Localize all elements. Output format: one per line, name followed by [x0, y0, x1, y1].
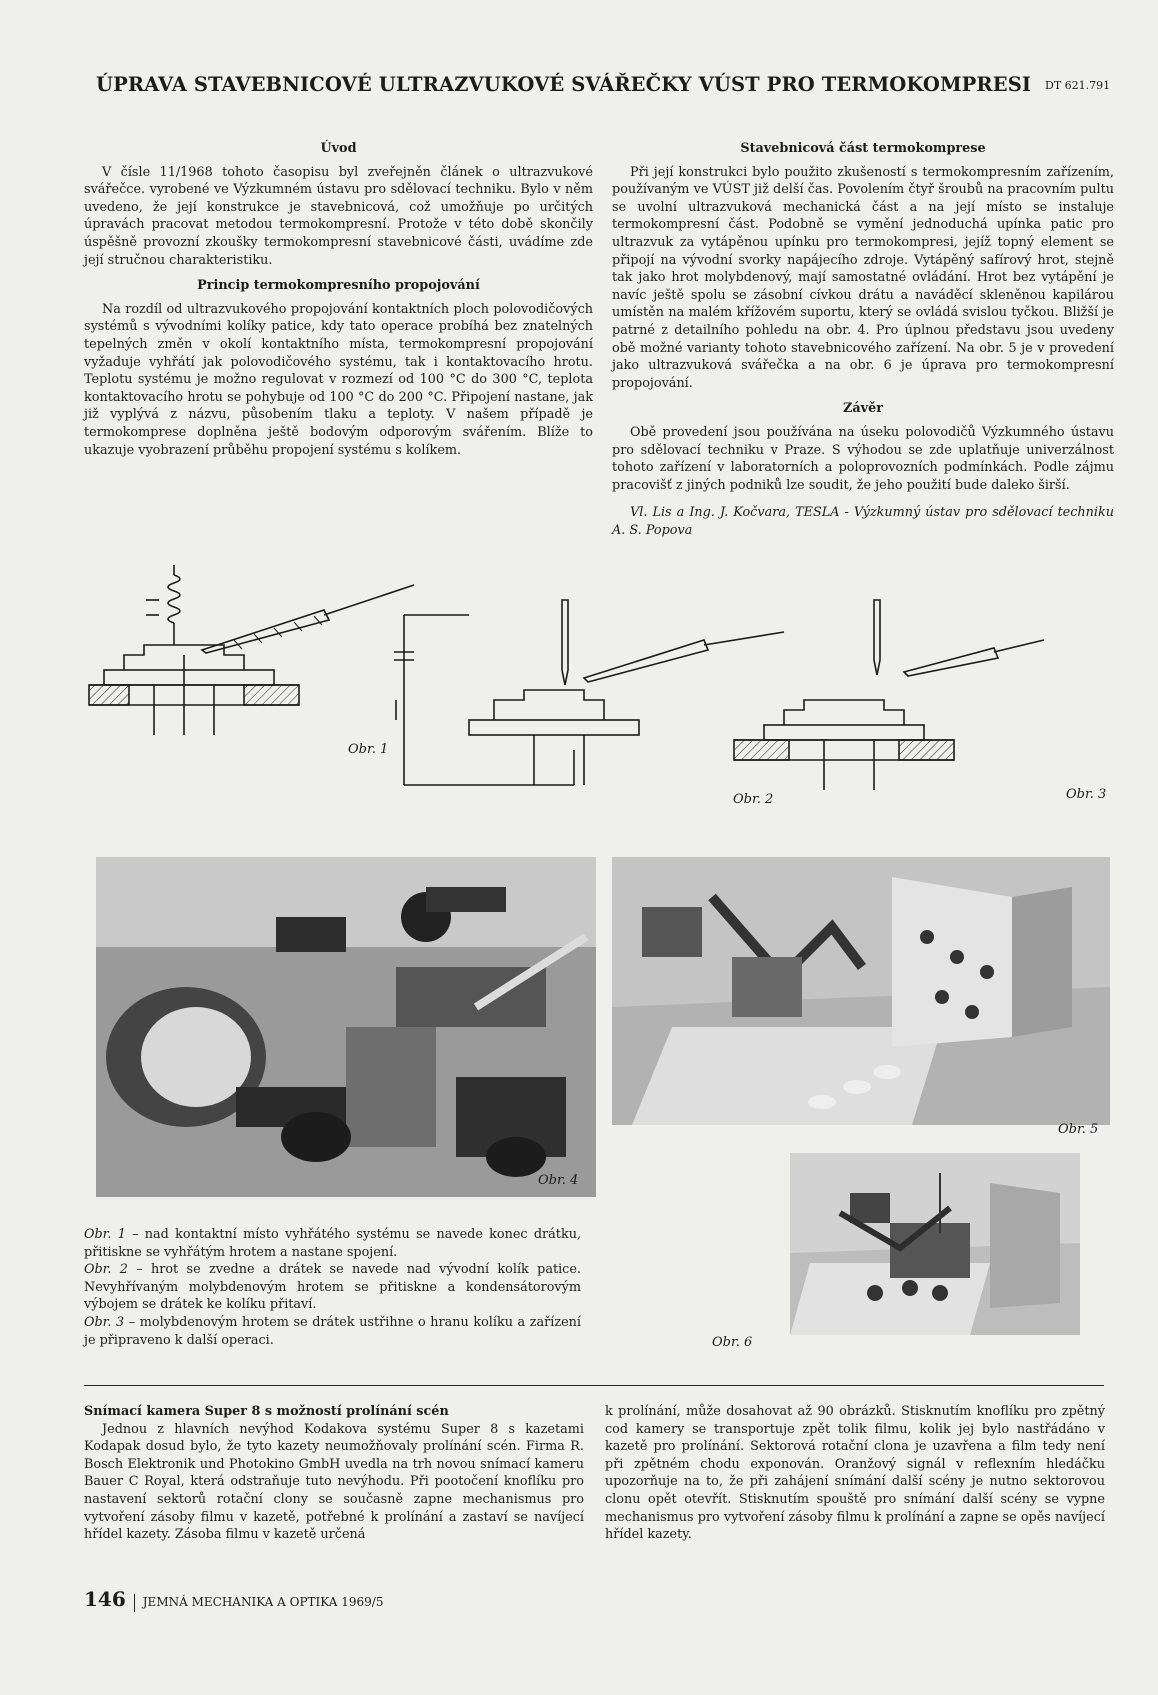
fig1-label: Obr. 1: [348, 742, 389, 757]
caption-fig2-label: Obr. 2: [84, 1262, 128, 1278]
fig3-label: Obr. 3: [1066, 787, 1107, 802]
conclusion-paragraph: Obě provedení jsou používána na úseku polovodičů Výzkumného ústavu pro sdělovací techniku v Praze. S výhodou se zde uplatňuje univerzálnost tohoto zařízení v laboratorních a poloprovozních podmínkách. Podle zájmu pracovišť z jiných podniků lze soudit, že jeho použití bude daleko širší.: [612, 424, 1114, 493]
second-article-right: [605, 1403, 1105, 1544]
principle-paragraph: Na rozdíl od ultrazvukového propojování kontaktních ploch polovodičových systémů s vývodními kolíky patice, kdy tato operace probíhá bez znatelných tepelných změn v okolí kontaktního místa, termokompresní propojování vyžaduje vyhřátí jak polovodičového systému, tak i kontaktovacího hrotu. Teplotu systému je možno regulovat v rozmezí od 100 °C do 300 °C, teplota kontaktovacího hrotu se pohybuje od 100 °C do 200 °C. Připojení nastane, jak již vyplývá z názvu, působením tlaku a teploty. V našem případě je termokomprese doplněna ještě bodovým odporovým svářením. Blíže to ukazuje vyobrazení průběhu propojení systému s kolíkem.: [84, 301, 593, 458]
left-column: [84, 140, 593, 459]
article-separator: [84, 1385, 1104, 1386]
fig5-photo: [612, 857, 1110, 1125]
figure-captions: [84, 1226, 581, 1349]
fig6-label: Obr. 6: [712, 1335, 753, 1350]
fig2-label: Obr. 2: [733, 792, 774, 807]
fig3-drawing: [734, 600, 1044, 790]
page-footer: [84, 1587, 383, 1612]
fig4-photo: [96, 857, 596, 1197]
second-article-text-left: Jednou z hlavních nevýhod Kodakova systému Super 8 s kazetami Kodapak dosud bylo, že tyto kazety neumožňovaly prolínání scén. Firma R. Bosch Elektronik und Photokino GmbH uvedla na trh novou snímací kameru Bauer C Royal, která odstraňuje tuto nevýhodu. Při pootočení knoflíku pro nastavení sektorů rotační clony se současně zapne mechanismus pro vytvoření zásoby filmu v kazetě, potřebné k prolínání a zastaví se navíjecí hřídel kazety. Zásoba filmu v kazetě určená: [84, 1421, 584, 1543]
second-article-text-right: k prolínání, může dosahovat až 90 obrázků. Stisknutím knoflíku pro zpětný cod kamery se transportuje zpět tolik filmu, kolik jej bylo nastřádáno v kazetě pro prolínání. Sektorová rotační clona je uzavřena a film tedy není při zpětném chodu exponován. Oranžový signál v reflexním hledáčku upozorňuje na to, že při zahájení snímání další scény je nutno sektorovou clonu opět otevřít. Stisknutím spouště pro snímání další scény se vypne mechanismus pro vytvoření zásoby filmu k prolínání a zapne se opěs navíjecí hřídel kazety.: [605, 1404, 1105, 1543]
caption-fig1-label: Obr. 1: [84, 1227, 126, 1242]
fig5-photo-content: [612, 857, 1110, 1125]
classification-code: DT 621.791: [1045, 79, 1111, 92]
conclusion-heading: Závěr: [843, 401, 883, 417]
caption-fig3-label: Obr. 3: [84, 1314, 125, 1330]
section-heading: Stavebnicová část termokomprese: [740, 141, 986, 156]
authors: Vl. Lis a Ing. J. Kočvara, TESLA - Výzkumný ústav pro sdělovací techniku A. S. Popova: [612, 505, 1114, 538]
footer-divider: [134, 1594, 135, 1612]
fig6-photo: [790, 1153, 1080, 1335]
intro-heading: Úvod: [320, 141, 357, 156]
second-article-left: [84, 1403, 584, 1544]
intro-paragraph: V čísle 11/1968 tohoto časopisu byl zveřejněn článek o ultrazvukové svářečce. vyrobené ve Výzkumném ústavu pro sdělovací techniku. Bylo v něm uvedeno, že její konstrukce je stavebnicová, což umožňuje po určitých úpravách pracovat metodou termokompresní. Protože v této době skončily úspěšně provozní zkoušky termokompresní stavebnicové části, uvádíme zde její stručnou charakteristiku.: [84, 164, 593, 268]
caption-fig1: [84, 1226, 581, 1261]
caption-fig1-text: – nad kontaktní místo vyhřátého systému se navede konec drátku, přitiskne se vyhřátým hrotem a nastane spojení.: [84, 1227, 582, 1260]
fig2-drawing: [394, 600, 784, 785]
fig1-drawing: [89, 565, 414, 735]
fig4-photo-content: [96, 857, 596, 1197]
caption-fig3-text: – molybdenovým hrotem se drátek ustřihne o hranu kolíku a zařízení je připraveno k další operaci.: [84, 1314, 581, 1348]
fig5-label: Obr. 5: [1058, 1122, 1099, 1137]
article-title: ÚPRAVA STAVEBNICOVÉ ULTRAZVUKOVÉ SVÁŘEČKY VÚST PRO TERMOKOMPRESI: [96, 73, 1032, 96]
technical-drawings: [84, 560, 1124, 855]
page-number: 146: [84, 1587, 126, 1611]
fig6-photo-content: [790, 1153, 1080, 1335]
right-column: [612, 140, 1114, 539]
caption-fig2: [84, 1261, 581, 1314]
principle-heading: Princip termokompresního propojování: [197, 278, 480, 294]
caption-fig2-text: – hrot se zvedne a drátek se navede nad vývodní kolík patice. Nevyhřívaným molybdenovým hrotem se přitiskne a kondensátorovým výbojem se drátek ke kolíku přitaví.: [84, 1262, 581, 1313]
second-article-heading: Snímací kamera Super 8 s možností prolínání scén: [84, 1404, 449, 1419]
caption-fig3: [84, 1314, 581, 1349]
journal-name: JEMNÁ MECHANIKA A OPTIKA 1969/5: [142, 1595, 384, 1609]
fig4-label: Obr. 4: [538, 1173, 579, 1188]
section-paragraph: Při její konstrukci bylo použito zkušeností s termokompresním zařízením, používaným ve VÚST již delší čas. Povolením čtyř šroubů na pracovním pultu se uvolní ultrazvuková mechanická část a na její místo se instaluje termokompresní část. Podobně se vymění jednoduchá upínka patic pro ultrazvuk za vytápěnou upínku pro termokompresi, jejíž topný element se připojí na vývodní svorky napájecího zdroje. Vytápěný safírový hrot, stejně tak jako hrot molybdenový, mají samostatné ovládání. Hrot bez vytápění je navíc ještě spolu se zásobní cívkou drátu a naváděcí skleněnou kapilárou umístěn na malém křížovém suportu, který se ovládá svislou tyčkou. Bližší je patrné z detailního pohledu na obr. 4. Pro úplnou představu jsou uvedeny obě možné varianty tohoto stavebnicového zařízení. Na obr. 5 je v provedení jako ultrazvuková svářečka a na obr. 6 je úprava pro termokompresní propojování.: [612, 164, 1114, 391]
